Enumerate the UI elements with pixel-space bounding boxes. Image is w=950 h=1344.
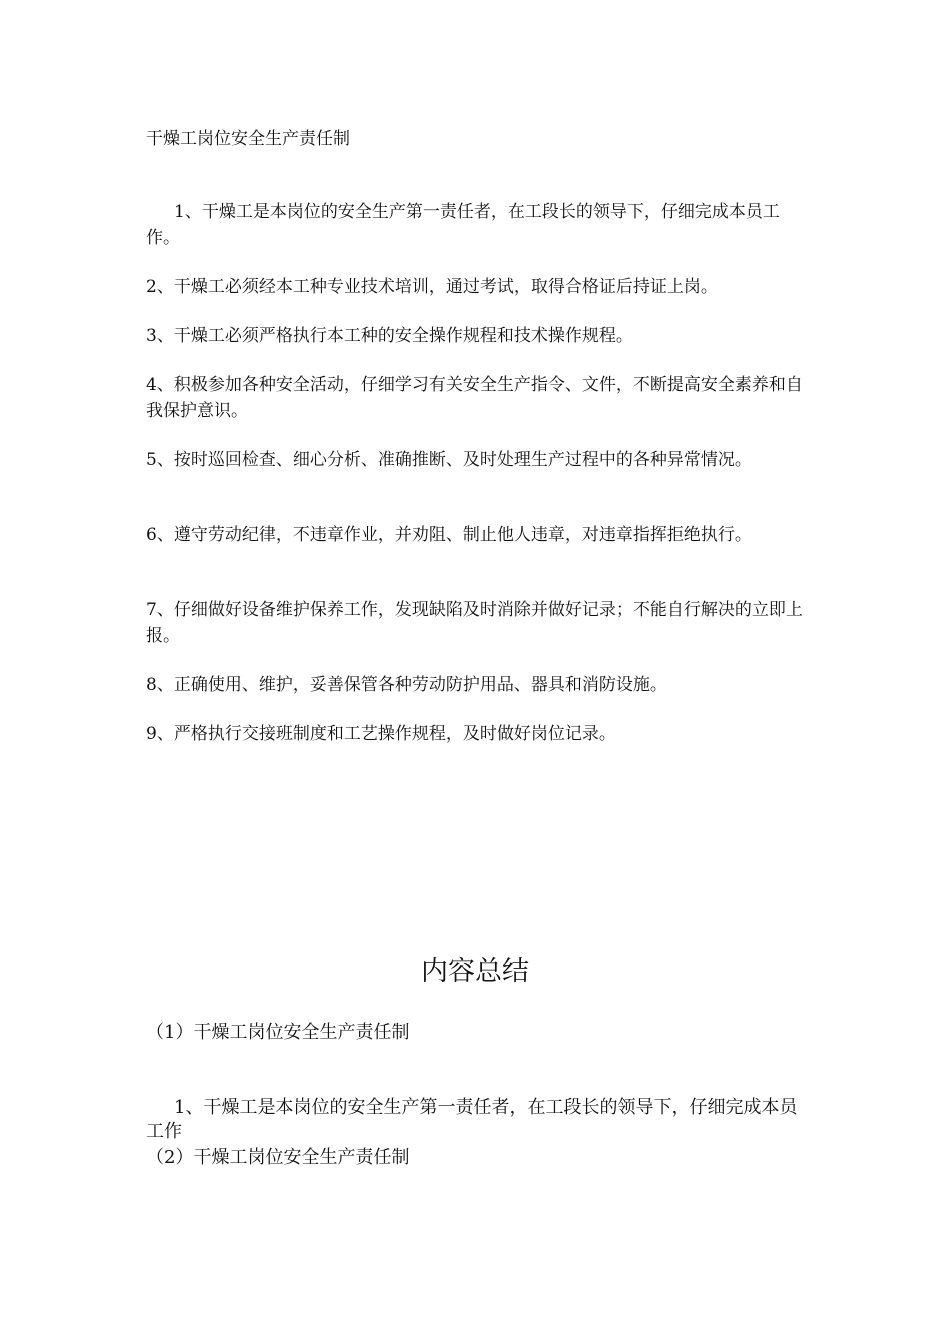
list-item: 2、干燥工必须经本工种专业技术培训，通过考试，取得合格证后持证上岗。 [146, 277, 718, 297]
list-item: 4、积极参加各种安全活动，仔细学习有关安全生产指令、文件，不断提高安全素养和自我保护意识。 [146, 375, 803, 421]
list-item: 1、干燥工是本岗位的安全生产第一责任者，在工段长的领导下，仔细完成本员工作。 [146, 202, 780, 248]
summary-line-3: （2）干燥工岗位安全生产责任制 [146, 1147, 410, 1168]
summary-heading: 内容总结 [421, 956, 529, 987]
list-item: 3、干燥工必须严格执行本工种的安全操作规程和技术操作规程。 [146, 326, 633, 346]
list-item: 8、正确使用、维护，妥善保管各种劳动防护用品、器具和消防设施。 [146, 675, 667, 695]
list-item: 9、严格执行交接班制度和工艺操作规程，及时做好岗位记录。 [146, 724, 616, 744]
summary-line-2: 1、干燥工是本岗位的安全生产第一责任者，在工段长的领导下，仔细完成本员工作 [146, 1097, 798, 1142]
list-item: 5、按时巡回检查、细心分析、准确推断、及时处理生产过程中的各种异常情况。 [146, 450, 752, 470]
document-title: 干燥工岗位安全生产责任制 [146, 129, 350, 149]
summary-line-1: （1）干燥工岗位安全生产责任制 [146, 1022, 410, 1043]
list-item: 7、仔细做好设备维护保养工作，发现缺陷及时消除并做好记录；不能自行解决的立即上报。 [146, 600, 803, 646]
list-item: 6、遵守劳动纪律，不违章作业，并劝阻、制止他人违章，对违章指挥拒绝执行。 [146, 525, 752, 545]
